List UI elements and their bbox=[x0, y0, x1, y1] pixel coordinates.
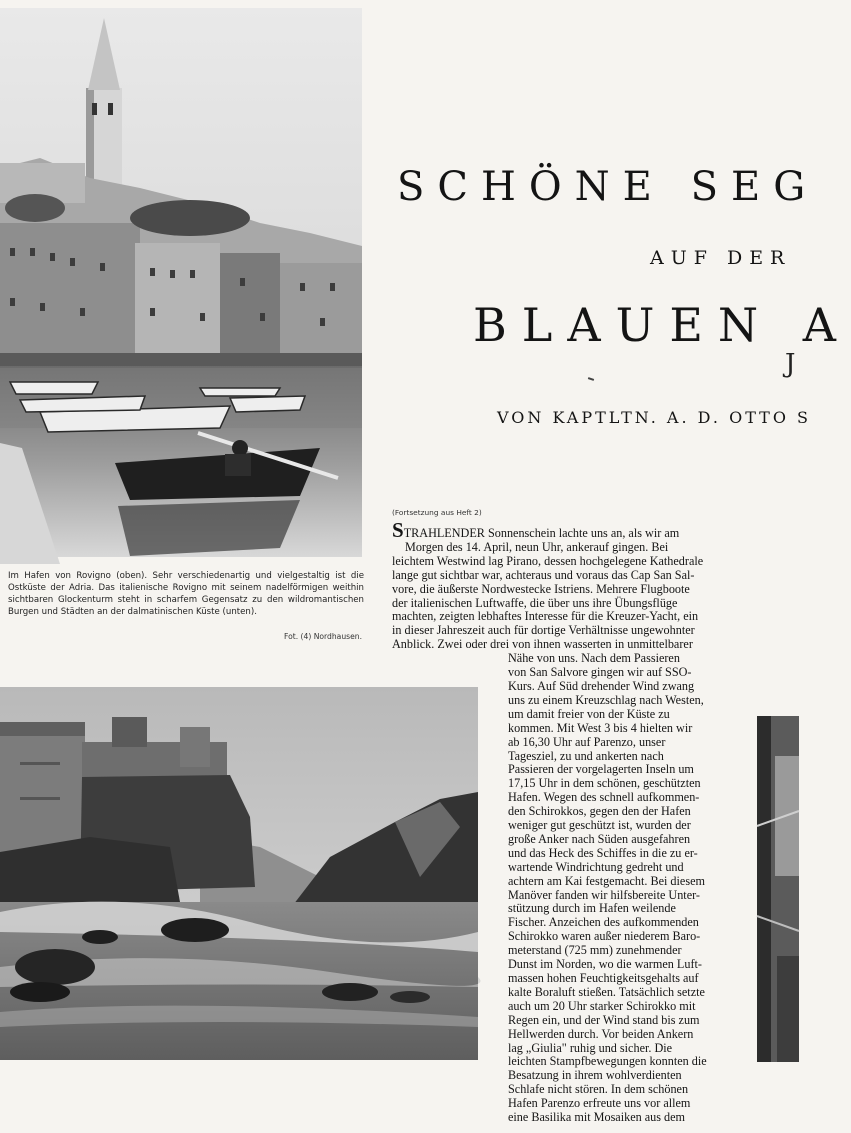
rovigno-harbour-photo bbox=[0, 8, 362, 557]
article-line: uns zu einem Kreuzschlag nach Westen, bbox=[508, 692, 704, 707]
continuation-note: (Fortsetzung aus Heft 2) bbox=[392, 508, 482, 517]
article-line: Dunst im Norden, wo die warmen Luft- bbox=[508, 957, 702, 972]
cropped-right-image bbox=[757, 716, 799, 1062]
article-title-line-1: SCHÖNE SEG bbox=[397, 164, 819, 210]
article-line: Hellwerden durch. Vor beiden Ankern bbox=[508, 1026, 694, 1041]
article-line: Anblick. Zwei oder drei von ihnen wasserten in unmittelbarer bbox=[392, 637, 693, 652]
title-fragment: J bbox=[785, 349, 796, 379]
caption-text: Im Hafen von Rovigno (oben). Sehr verschiedenartig und vielgestaltig ist die Ostküste der Adria. Das italienische Rovigno mit seinem nadelförmigen weithin sichtbaren Glockenturm steht in scharfem Gegensatz zu den wildromantischen Burgen und Städten an der dalmatinischen Küste (unten). bbox=[8, 571, 364, 617]
article-byline: VON KAPTLTN. A. D. OTTO S bbox=[497, 408, 811, 427]
article-line: große Anker nach Süden ausgefahren bbox=[508, 831, 691, 846]
article-line: lange gut sichtbar war, achteraus und voraus das Cap San Sal- bbox=[392, 567, 695, 582]
rovigno-harbour-image bbox=[0, 8, 362, 557]
article-line: kalte Boraluft stießen. Tatsächlich setzte bbox=[508, 984, 705, 999]
article-body bbox=[392, 518, 726, 1125]
article-line: Schirokko waren außer niederem Baro- bbox=[508, 929, 701, 944]
drop-cap: S bbox=[392, 518, 404, 542]
article-line: um damit freier von der Küste zu bbox=[508, 706, 670, 721]
article-line: stützung durch im Hafen weilende bbox=[508, 901, 676, 916]
article-line: 17,15 Uhr in dem schönen, geschützten bbox=[508, 776, 701, 791]
article-line: Morgen des 14. April, neun Uhr, ankerauf gingen. Bei bbox=[405, 539, 669, 554]
article-line: ab 16,30 Uhr auf Parenzo, unser bbox=[508, 734, 666, 749]
article-line: Tagesziel, zu und ankerten nach bbox=[508, 748, 664, 763]
article-line: Hafen. Wegen des schnell aufkommen- bbox=[508, 790, 700, 805]
article-title-line-2: AUF DER bbox=[650, 247, 792, 269]
article-line: der italienischen Luftwaffe, die über uns ihre Übungsflüge bbox=[392, 595, 678, 610]
article-line: Nähe von uns. Nach dem Passieren bbox=[508, 651, 680, 666]
article-line: Passieren der vorgelagerten Inseln um bbox=[508, 762, 694, 777]
photo-credit: Fot. (4) Nordhausen. bbox=[284, 632, 362, 641]
article-line: und das Heck des Schiffes in die zu er- bbox=[508, 845, 698, 860]
article-line: Regen ein, und der Wind stand bis zum bbox=[508, 1012, 700, 1027]
article-line: kommen. Mit West 3 bis 4 hielten wir bbox=[508, 720, 693, 735]
article-line: meterstand (725 mm) zunehmender bbox=[508, 943, 682, 958]
article-line: leichtem Westwind lag Pirano, dessen hochgelegene Kathedrale bbox=[392, 553, 704, 568]
article-line: Besatzung in ihrem wohlverdienten bbox=[508, 1068, 682, 1083]
article-line: STRAHLENDER Sonnenschein lachte uns an, als wir am bbox=[392, 518, 680, 542]
article-line: massen hohen Feuchtigkeitsgehalts auf bbox=[508, 971, 699, 985]
article-line: wartende Windrichtung gedreht und bbox=[508, 859, 684, 874]
article-line: von San Salvore gingen wir auf SSO- bbox=[508, 665, 692, 680]
photo-caption bbox=[8, 570, 364, 618]
article-line: Kurs. Auf Süd drehender Wind zwang bbox=[508, 678, 695, 693]
article-line: vore, die äußerste Nordwestecke Istriens. Mehrere Flugboote bbox=[392, 581, 690, 596]
article-line: lag „Giulia" ruhig und sicher. Die bbox=[508, 1040, 673, 1055]
article-line: achtern am Kai festgemacht. Bei diesem bbox=[508, 873, 705, 888]
article-line: weniger gut geschützt ist, wurden der bbox=[508, 818, 691, 833]
article-line: auch um 20 Uhr starker Schirokko mit bbox=[508, 998, 696, 1013]
print-speck bbox=[588, 377, 594, 381]
article-line: Fischer. Anzeichen des aufkommenden bbox=[508, 915, 699, 930]
cropped-right-photo bbox=[757, 716, 799, 1062]
article-title-line-3: BLAUEN A bbox=[473, 298, 851, 352]
article-line: den Schirokkos, gegen den der Hafen bbox=[508, 804, 691, 819]
article-line: in dieser Jahreszeit auch für dortige Verhältnisse ungewohnter bbox=[392, 623, 695, 638]
article-line: Schlafe nicht stören. In dem schönen bbox=[508, 1082, 689, 1097]
article-line: Hafen Parenzo erfreute uns vor allem bbox=[508, 1096, 691, 1111]
article-line: Manöver fanden wir hilfsbereite Unter- bbox=[508, 887, 700, 902]
article-line: leichten Stampfbewegungen konnten die bbox=[508, 1054, 707, 1069]
article-line: eine Basilika mit Mosaiken aus dem bbox=[508, 1110, 686, 1125]
article-line: machten, zeigten lebhaftes Interesse für die Kreuzer-Yacht, ein bbox=[392, 609, 699, 624]
